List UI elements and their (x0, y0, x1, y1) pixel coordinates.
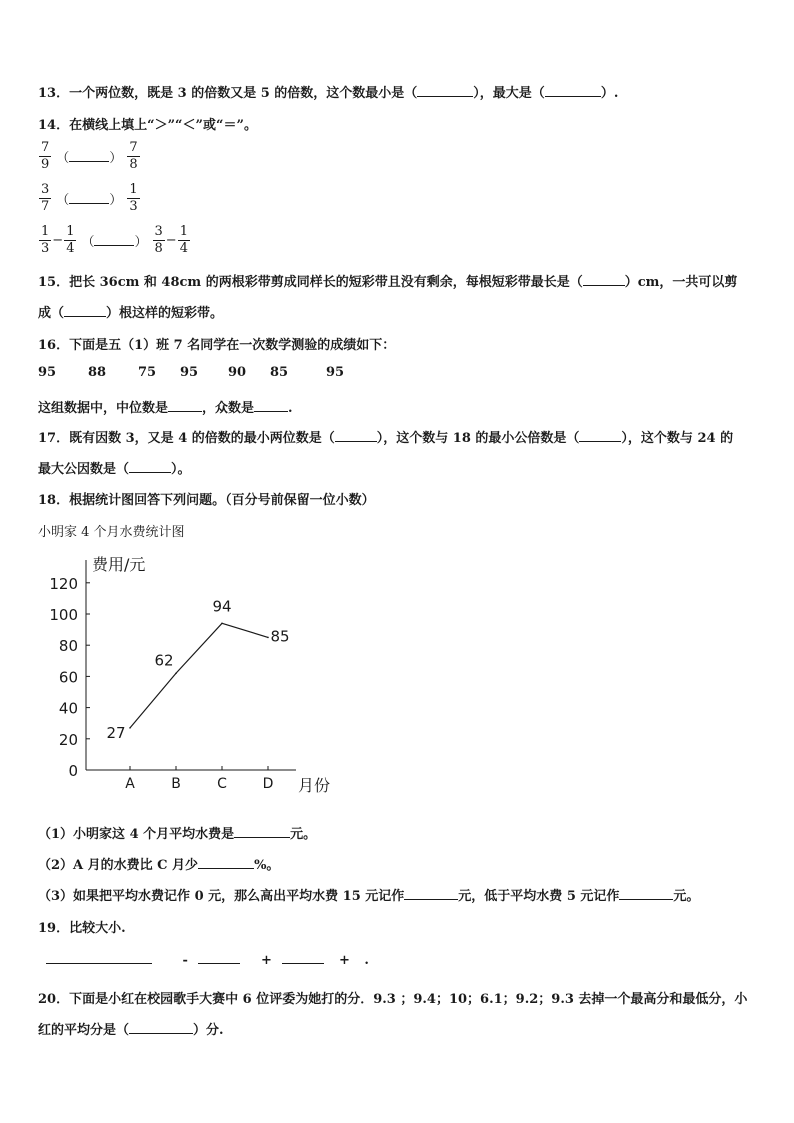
q18-text: （3）如果把平均水费记作 0 元，那么高出平均水费 15 元记作 (38, 889, 405, 904)
q14-row-2 (38, 182, 141, 215)
fraction: $\frac{3}{8}$ (154, 224, 163, 256)
minus-sign: − (165, 233, 177, 248)
question-18-title: 18．根据统计图回答下列问题。（百分号前保留一位小数） (38, 493, 375, 508)
q16-scores (38, 365, 344, 380)
fraction: $\frac{7}{8}$ (129, 140, 138, 172)
q15-text: ）根这样的短彩带。 (106, 306, 224, 321)
q18-text: （2）A 月的水费比 C 月少 (38, 858, 199, 873)
q18-blank-percent[interactable] (198, 856, 254, 869)
q18-sub-2 (38, 854, 279, 873)
fraction: $\frac{1}{4}$ (66, 224, 75, 256)
q17-blank-gcd[interactable] (129, 460, 171, 473)
q19-row (46, 951, 369, 968)
q18-text: 元，低于平均水费 5 元记作 (458, 889, 620, 904)
y-axis-label: 费用/元 (92, 555, 146, 574)
y-tick-label: 120 (49, 574, 78, 593)
q14-answer-1[interactable]: （ ） (56, 151, 123, 166)
data-point (267, 637, 269, 639)
question-13 (38, 82, 618, 101)
score: 90 (228, 365, 247, 380)
q19-blank-2[interactable] (198, 951, 240, 964)
fraction: $\frac{1}{3}$ (41, 224, 50, 256)
y-tick-label: 40 (58, 699, 78, 718)
y-tick-label: 20 (58, 730, 78, 749)
q16-text: ，众数是 (202, 401, 255, 416)
q18-text: （1）小明家这 4 个月平均水费是 (38, 827, 235, 842)
q18-blank-average[interactable] (234, 825, 290, 838)
q17-text: ），这个数与 24 的 (621, 431, 734, 446)
data-label: 27 (106, 723, 126, 742)
q19-blank-3[interactable] (282, 951, 324, 964)
q17-text: 最大公因数是（ (38, 462, 130, 477)
data-point (175, 672, 177, 674)
q17-blank-lcm[interactable] (579, 429, 621, 442)
chart-title: 小明家 4 个月水费统计图 (38, 525, 185, 540)
score: 88 (88, 365, 107, 380)
question-17-line-1 (38, 427, 733, 446)
q19-operator: . (364, 953, 369, 968)
x-tick-label: D (262, 776, 274, 792)
x-tick-label: C (217, 776, 227, 792)
score: 95 (180, 365, 199, 380)
question-17-line-2 (38, 458, 191, 477)
q18-blank-above[interactable] (404, 887, 458, 900)
data-point (129, 727, 131, 729)
q15-text: 15．把长 36cm 和 48cm 的两根彩带剪成同样长的短彩带且没有剩余，每根短彩带最长是（ (38, 275, 583, 290)
q19-blank-1[interactable] (46, 951, 152, 964)
question-20-line-2 (38, 1019, 224, 1038)
y-tick-label: 80 (58, 637, 78, 656)
q14-answer-2[interactable]: （ ） (56, 193, 123, 208)
q20-text: 红的平均分是（ (38, 1023, 130, 1038)
q18-text: 元。 (673, 889, 700, 904)
q18-text: %。 (254, 858, 280, 873)
q17-text: ），这个数与 18 的最小公倍数是（ (376, 431, 580, 446)
y-tick-label: 100 (49, 606, 78, 624)
q13-blank-min[interactable] (417, 84, 473, 97)
q19-operator: + (338, 953, 350, 968)
fraction: $\frac{1}{4}$ (179, 224, 188, 256)
question-19-title: 19．比较大小. (38, 921, 126, 936)
y-tick-label: 0 (68, 762, 78, 780)
data-label: 85 (270, 627, 290, 646)
q13-blank-max[interactable] (545, 84, 601, 97)
score: 85 (270, 365, 289, 380)
question-15-line-2 (38, 302, 223, 321)
q19-operator: - (182, 953, 188, 968)
q18-sub-1 (38, 823, 316, 842)
fraction: $\frac{7}{9}$ (41, 140, 50, 172)
question-16-title: 16．下面是五（1）班 7 名同学在一次数学测验的成绩如下： (38, 338, 396, 353)
x-tick-label: B (171, 776, 181, 792)
series-line (130, 623, 268, 728)
q20-blank-average[interactable] (129, 1021, 193, 1034)
data-label: 94 (212, 597, 232, 616)
q15-text: 成（ (38, 306, 65, 321)
question-15-line-1 (38, 271, 737, 290)
q14-answer-3[interactable]: （ ） (81, 235, 148, 250)
water-fee-line-chart (38, 548, 338, 800)
question-20-line-1: 20．下面是小红在校园歌手大赛中 6 位评委为她打的分．9.3 ；9.4；10；6.1；9.2；9.3 去掉一个最高分和最低分，小 (38, 992, 748, 1007)
q17-blank-number[interactable] (335, 429, 377, 442)
x-axis-label: 月份 (298, 776, 331, 795)
q16-question (38, 397, 293, 416)
q16-blank-mode[interactable] (254, 399, 288, 412)
data-label: 62 (154, 651, 174, 670)
q18-sub-3 (38, 885, 699, 904)
q18-blank-below[interactable] (619, 887, 673, 900)
question-14-title: 14．在横线上填上“＞”“＜”或“＝”。 (38, 118, 257, 133)
q15-text: ）cm，一共可以剪 (624, 275, 738, 290)
fraction: $\frac{1}{3}$ (129, 182, 138, 214)
q15-blank-length[interactable] (583, 273, 625, 286)
score: 95 (38, 365, 57, 380)
q19-operator: + (261, 953, 272, 968)
q13-text: ）. (600, 86, 619, 101)
q16-text: 这组数据中，中位数是 (38, 401, 169, 416)
q14-row-3 (38, 224, 191, 257)
q18-text: 元。 (290, 827, 317, 842)
data-point (221, 623, 223, 625)
y-tick-label: 60 (58, 668, 78, 687)
q14-row-1 (38, 140, 141, 173)
q16-blank-median[interactable] (168, 399, 202, 412)
score: 95 (326, 365, 345, 380)
score: 75 (138, 365, 157, 380)
minus-sign: − (52, 233, 64, 248)
fraction: $\frac{3}{7}$ (41, 182, 50, 214)
q15-blank-count[interactable] (64, 304, 106, 317)
q17-text: ）。 (171, 462, 191, 477)
q17-text: 17．既有因数 3，又是 4 的倍数的最小两位数是（ (38, 431, 335, 446)
x-tick-label: A (125, 776, 135, 792)
q13-text: ），最大是（ (473, 86, 545, 101)
q16-text: . (288, 401, 293, 416)
q20-text: ）分. (193, 1023, 224, 1038)
q13-text: 13．一个两位数，既是 3 的倍数又是 5 的倍数，这个数最小是（ (38, 86, 418, 101)
